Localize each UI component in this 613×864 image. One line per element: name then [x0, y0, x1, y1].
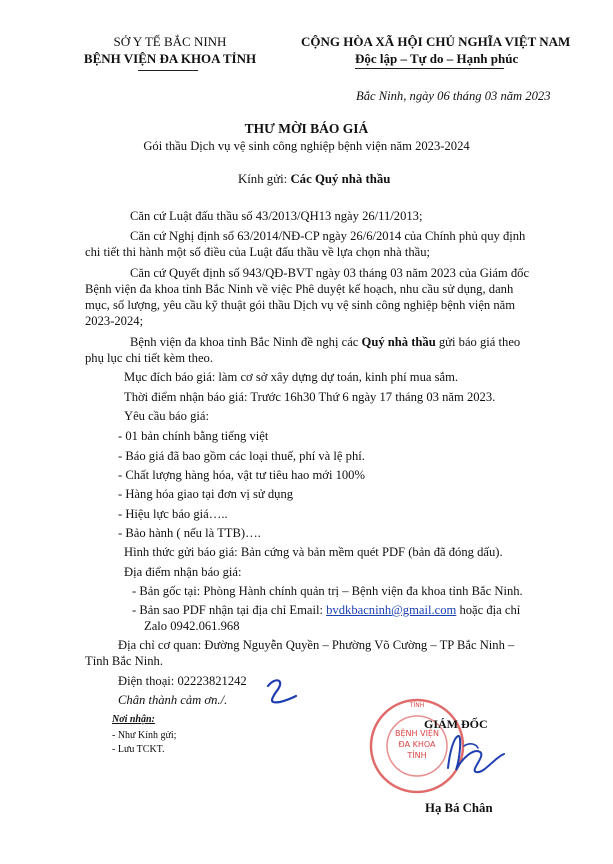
request-text-post: gửi báo giá theo [435, 335, 521, 349]
basis-decision-line3: mục, số lượng, yêu cầu kỹ thuật gói thầu Dịch vụ vệ sinh công nghiệp bệnh viện năm [85, 298, 516, 312]
recipient-item: - Lưu TCKT. [112, 744, 165, 755]
requirement-item: - Chất lượng hàng hóa, vật tư tiêu hao mới 100% [118, 468, 365, 482]
deadline-line: Thời điểm nhận báo giá: Trước 16h30 Thứ 6 ngày 17 tháng 03 năm 2023. [124, 390, 496, 404]
requirement-item: - Báo giá đã bao gồm các loại thuế, phí và lệ phí. [118, 449, 365, 463]
email-link[interactable]: bvdkbacninh@gmail.com [326, 603, 457, 617]
nation-title: CỘNG HÒA XÃ HỘI CHỦ NGHĨA VIỆT NAM [301, 34, 571, 49]
signer-name: Hạ Bá Chân [425, 801, 493, 815]
stamp-line2: ĐA KHOA [398, 740, 436, 749]
org-underline [138, 70, 198, 71]
thanks-line: Chân thành cảm ơn./. [118, 693, 228, 707]
requirement-item: - Bảo hành ( nếu là TTB)…. [118, 526, 261, 540]
org-parent: SỞ Y TẾ BẮC NINH [113, 34, 227, 49]
handwritten-mark [262, 672, 302, 712]
recipients-heading: Nơi nhận: [112, 714, 155, 725]
location-pdf-post: hoặc địa chỉ [456, 603, 521, 617]
signature-scribble [440, 728, 510, 780]
address-line1: Địa chỉ cơ quan: Đường Nguyễn Quyền – Phường Võ Cường – TP Bắc Ninh – [118, 638, 515, 652]
basis-decision-line1: Căn cứ Quyết định số 943/QĐ-BVT ngày 03 tháng 03 năm 2023 của Giám đốc [130, 266, 530, 280]
request-text-pre: Bệnh viện đa khoa tỉnh Bắc Ninh đề nghị các [130, 335, 362, 349]
salutation [238, 172, 390, 187]
signature-title: GIÁM ĐỐC [424, 717, 488, 731]
method-line: Hình thức gửi báo giá: Bản cứng và bản mềm quét PDF (bản đã đóng dấu). [124, 545, 503, 559]
location-heading: Địa điểm nhận báo giá: [124, 565, 242, 579]
request-line2: phụ lục chi tiết kèm theo. [85, 351, 214, 365]
doc-subtitle: Gói thầu Dịch vụ vệ sinh công nghiệp bệnh viện năm 2023-2024 [143, 139, 470, 153]
request-line1 [130, 334, 520, 350]
requirement-item: - Hiệu lực báo giá….. [118, 507, 228, 521]
location-zalo: Zalo 0942.061.968 [144, 619, 240, 633]
basis-decree-line1: Căn cứ Nghị định số 63/2014/NĐ-CP ngày 26/6/2014 của Chính phủ quy định [130, 229, 526, 243]
place-date: Bắc Ninh, ngày 06 tháng 03 năm 2023 [356, 89, 551, 103]
location-pdf-pre: - Bản sao PDF nhận tại địa chỉ Email: [132, 603, 327, 617]
doc-title: THƯ MỜI BÁO GIÁ [244, 121, 369, 136]
location-pdf [132, 602, 520, 618]
request-text-bold: Quý nhà thầu [361, 335, 436, 349]
nation-motto: Độc lập – Tự do – Hạnh phúc [355, 51, 519, 66]
salutation-prefix: Kính gửi: [238, 172, 291, 186]
requirement-item: - Hàng hóa giao tại đơn vị sử dụng [118, 487, 294, 501]
basis-decision-line2: Bệnh viện đa khoa tỉnh Bắc Ninh về việc Phê duyệt kế hoạch, nhu cầu sử dụng, danh [85, 282, 514, 296]
requirements-heading: Yêu cầu báo giá: [124, 409, 209, 423]
basis-decision-line4: 2023-2024; [85, 314, 144, 328]
phone-line: Điện thoại: 02223821242 [118, 674, 247, 688]
stamp-line3: TỈNH [407, 751, 427, 760]
basis-law: Căn cứ Luật đấu thầu số 43/2013/QH13 ngày 26/11/2013; [130, 209, 423, 223]
purpose-line: Mục đích báo giá: làm cơ sở xây dựng dự toán, kinh phí mua sắm. [124, 370, 459, 384]
stamp-line1: BỆNH VIỆN [395, 729, 439, 738]
address-line2: Tỉnh Bắc Ninh. [85, 654, 163, 668]
location-original: - Bản gốc tại: Phòng Hành chính quản trị – Bệnh viện đa khoa tỉnh Bắc Ninh. [132, 584, 523, 598]
requirement-item: - 01 bản chính bằng tiếng việt [118, 429, 269, 443]
stamp-top-text: TỈNH [409, 702, 425, 709]
recipient-item: - Như Kính gửi; [112, 730, 177, 741]
org-name: BỆNH VIỆN ĐA KHOA TỈNH [83, 51, 257, 66]
salutation-recipient: Các Quý nhà thầu [290, 172, 391, 186]
basis-decree-line2: chi tiết thi hành một số điều của Luật đấu thầu về lựa chọn nhà thầu; [85, 245, 431, 259]
motto-underline [355, 68, 504, 69]
